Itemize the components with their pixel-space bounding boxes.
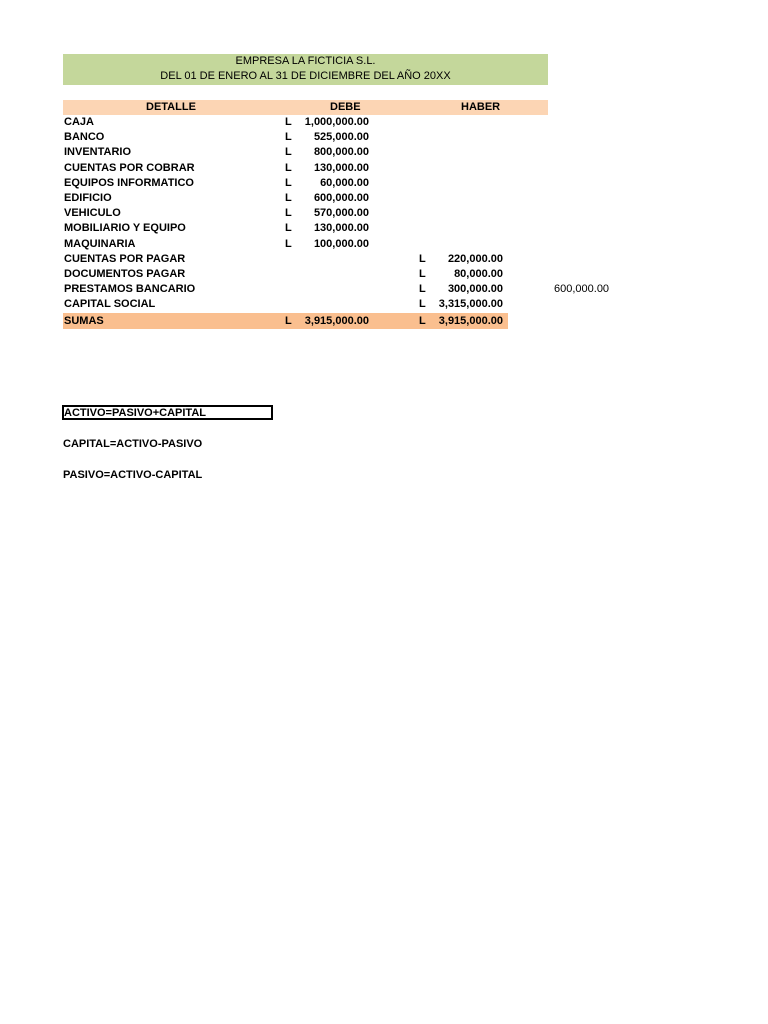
table-row — [63, 145, 623, 160]
currency-symbol: L — [419, 315, 426, 327]
row-extra-value: 600,000.00 — [554, 283, 610, 296]
row-debe: 60,000.00 — [320, 176, 369, 189]
row-debe: 130,000.00 — [313, 161, 369, 174]
row-detalle: BANCO — [64, 131, 105, 144]
row-haber: 300,000.00 — [447, 283, 503, 296]
formula-pasivo: PASIVO=ACTIVO-CAPITAL — [63, 469, 203, 481]
totals-row — [63, 313, 508, 329]
table-row — [63, 176, 623, 191]
row-detalle: CUENTAS POR COBRAR — [64, 161, 195, 174]
currency-symbol: L — [285, 237, 292, 250]
row-haber: 220,000.00 — [447, 252, 503, 265]
row-debe: 800,000.00 — [313, 146, 369, 159]
table-row — [63, 221, 623, 236]
table-row — [63, 252, 623, 267]
row-debe: 100,000.00 — [313, 237, 369, 250]
table-row — [63, 161, 623, 176]
row-detalle: EDIFICIO — [64, 192, 112, 204]
row-debe: 525,000.00 — [313, 131, 369, 144]
row-detalle: INVENTARIO — [64, 146, 132, 159]
currency-symbol: L — [285, 161, 292, 174]
table-row — [63, 206, 623, 221]
currency-symbol: L — [285, 315, 292, 327]
table-row — [63, 282, 623, 297]
currency-symbol: L — [419, 268, 426, 280]
currency-symbol: L — [285, 176, 292, 189]
row-detalle: MOBILIARIO Y EQUIPO — [64, 222, 186, 235]
currency-symbol: L — [285, 207, 292, 220]
table-header — [63, 100, 548, 115]
table-row — [63, 297, 623, 312]
formula-capital: CAPITAL=ACTIVO-PASIVO — [63, 438, 203, 450]
currency-symbol: L — [419, 298, 426, 311]
currency-symbol: L — [419, 252, 426, 265]
table-row — [63, 237, 623, 252]
row-debe: 570,000.00 — [313, 207, 369, 220]
row-detalle: CAPITAL SOCIAL — [64, 298, 156, 311]
report-title — [63, 54, 548, 85]
currency-symbol: L — [285, 116, 292, 128]
row-detalle: EQUIPOS INFORMATICO — [64, 176, 194, 189]
row-haber: 80,000.00 — [454, 268, 503, 280]
table-row — [63, 115, 623, 130]
header-debe: DEBE — [330, 101, 361, 113]
table-row — [63, 130, 623, 145]
currency-symbol: L — [285, 146, 292, 159]
currency-symbol: L — [419, 283, 426, 296]
company-name: EMPRESA LA FICTICIA S.L. — [235, 55, 376, 67]
row-debe: 600,000.00 — [313, 192, 369, 204]
row-detalle: VEHICULO — [64, 207, 121, 220]
row-detalle: CUENTAS POR PAGAR — [64, 252, 186, 265]
table-row — [63, 191, 623, 206]
row-debe: 1,000,000.00 — [304, 116, 369, 128]
header-detalle: DETALLE — [146, 101, 196, 113]
row-detalle: PRESTAMOS BANCARIO — [64, 283, 196, 296]
row-detalle: CAJA — [64, 116, 94, 128]
currency-symbol: L — [285, 222, 292, 235]
totals-debe: 3,915,000.00 — [304, 315, 369, 327]
report-period: DEL 01 DE ENERO AL 31 DE DICIEMBRE DEL AÑO 20XX — [160, 70, 451, 82]
row-haber: 3,315,000.00 — [438, 298, 503, 311]
totals-haber: 3,915,000.00 — [438, 315, 503, 327]
totals-label: SUMAS — [64, 315, 104, 327]
row-detalle: DOCUMENTOS PAGAR — [64, 268, 186, 280]
table-row — [63, 267, 623, 282]
formula-activo: ACTIVO=PASIVO+CAPITAL — [62, 405, 273, 420]
row-detalle: MAQUINARIA — [64, 237, 136, 250]
currency-symbol: L — [285, 131, 292, 144]
currency-symbol: L — [285, 192, 292, 204]
header-haber: HABER — [461, 101, 501, 113]
row-debe: 130,000.00 — [313, 222, 369, 235]
